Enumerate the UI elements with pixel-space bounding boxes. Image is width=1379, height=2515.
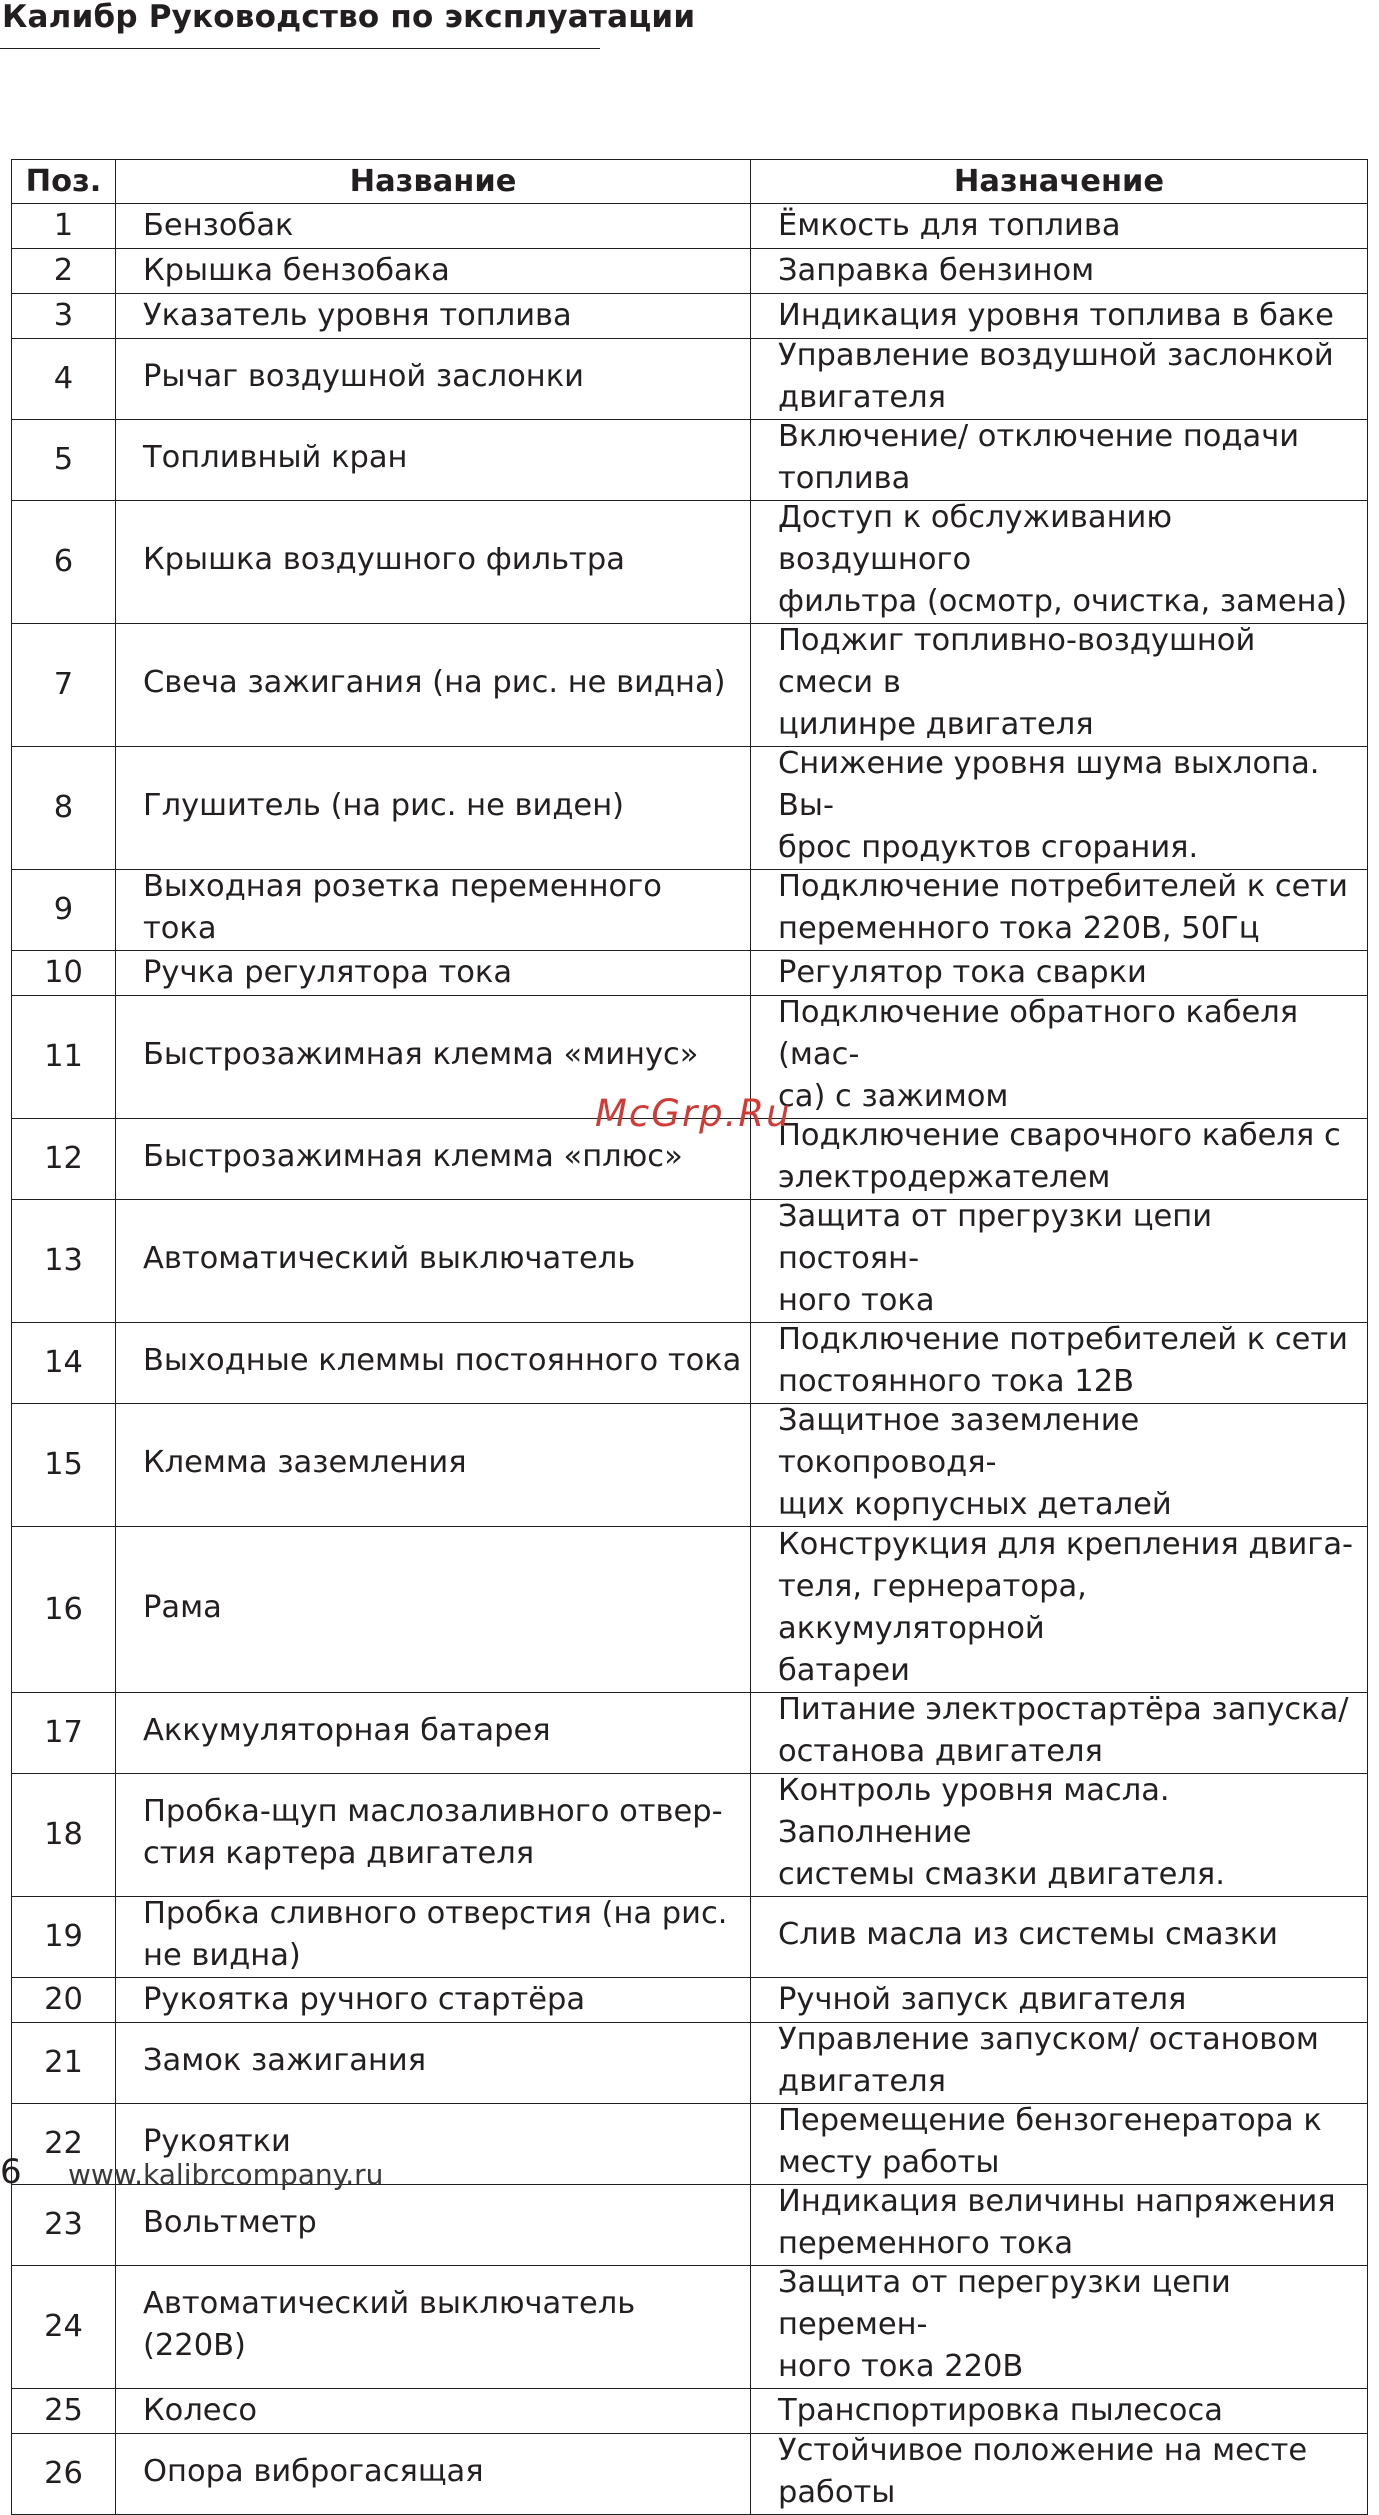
row-purpose-text: Индикация уровня топлива в баке <box>778 298 1334 333</box>
row-name <box>116 1897 751 1978</box>
row-purpose-text: Подключение обратного кабеля (мас- са) с зажимом <box>778 995 1299 1114</box>
row-purpose-text: Защита от прегрузки цепи постоян- ного тока <box>778 1199 1213 1318</box>
row-name-text: Пробка сливного отверстия (на рис. не видна) <box>143 1896 728 1973</box>
row-name-text: Выходная розетка переменного тока <box>143 869 662 946</box>
row-name-text: Клемма заземления <box>143 1445 467 1480</box>
row-purpose-text: Подключение потребителей к сети постоянного тока 12В <box>778 1322 1348 1399</box>
row-name-text: Колесо <box>143 2393 258 2428</box>
row-purpose-text: Снижение уровня шума выхлопа. Вы- брос продуктов сгорания. <box>778 746 1320 865</box>
table-row <box>12 339 1368 420</box>
row-name <box>116 2434 751 2515</box>
row-purpose <box>751 2266 1368 2389</box>
row-name-text: Крышка воздушного фильтра <box>143 542 625 577</box>
row-purpose-text: Индикация величины напряжения переменного тока <box>778 2184 1336 2261</box>
row-pos: 17 <box>12 1693 116 1774</box>
row-pos: 7 <box>12 624 116 747</box>
row-pos: 3 <box>12 294 116 339</box>
row-name <box>116 747 751 870</box>
row-purpose <box>751 747 1368 870</box>
row-purpose-text: Транспортировка пылесоса <box>778 2393 1223 2428</box>
row-purpose-text: Устойчивое положение на месте работы <box>778 2433 1308 2510</box>
row-pos: 5 <box>12 420 116 501</box>
row-name <box>116 2185 751 2266</box>
table-row <box>12 2434 1368 2515</box>
row-purpose <box>751 339 1368 420</box>
row-purpose <box>751 1897 1368 1978</box>
row-name <box>116 2023 751 2104</box>
row-purpose-text: Питание электростартёра запуска/ останова двигателя <box>778 1692 1349 1769</box>
row-pos: 2 <box>12 249 116 294</box>
table-row <box>12 2185 1368 2266</box>
table-row <box>12 1693 1368 1774</box>
row-pos: 11 <box>12 996 116 1119</box>
table-row <box>12 1978 1368 2023</box>
row-purpose-text: Доступ к обслуживанию воздушного фильтра (осмотр, очистка, замена) <box>778 500 1348 619</box>
row-pos: 24 <box>12 2266 116 2389</box>
row-name-text: Рама <box>143 1590 222 1625</box>
row-pos: 21 <box>12 2023 116 2104</box>
row-purpose <box>751 2389 1368 2434</box>
row-purpose <box>751 1693 1368 1774</box>
row-purpose-text: Ручной запуск двигателя <box>778 1982 1187 2017</box>
row-name-text: Выходные клеммы постоянного тока <box>143 1343 742 1378</box>
row-name-text: Автоматический выключатель (220В) <box>143 2286 636 2363</box>
row-name-text: Топливный кран <box>143 440 408 475</box>
row-purpose-text: Контроль уровня масла. Заполнение системы смазки двигателя. <box>778 1773 1225 1892</box>
row-name-text: Быстрозажимная клемма «плюс» <box>143 1139 683 1174</box>
row-name <box>116 951 751 996</box>
row-purpose-text: Поджиг топливно-воздушной смеси в цилинре двигателя <box>778 623 1256 742</box>
table-row <box>12 870 1368 951</box>
row-name-text: Быстрозажимная клемма «минус» <box>143 1037 699 1072</box>
row-name <box>116 204 751 249</box>
table-row <box>12 1404 1368 1527</box>
column-header-purpose: Назначение <box>751 160 1368 204</box>
row-purpose <box>751 204 1368 249</box>
row-name <box>116 420 751 501</box>
row-name-text: Опора виброгасящая <box>143 2454 484 2489</box>
table-row <box>12 249 1368 294</box>
table-row <box>12 951 1368 996</box>
row-purpose-text: Подключение потребителей к сети переменного тока 220В, 50Гц <box>778 869 1348 946</box>
row-name-text: Указатель уровня топлива <box>143 298 572 333</box>
row-name-text: Автоматический выключатель <box>143 1241 636 1276</box>
table-row <box>12 624 1368 747</box>
row-name <box>116 294 751 339</box>
column-header-pos: Поз. <box>12 160 116 204</box>
row-name <box>116 1693 751 1774</box>
table-row <box>12 204 1368 249</box>
row-pos: 25 <box>12 2389 116 2434</box>
row-name-text: Рукоятка ручного стартёра <box>143 1982 586 2017</box>
row-purpose <box>751 951 1368 996</box>
row-pos: 10 <box>12 951 116 996</box>
row-purpose-text: Конструкция для крепления двига- теля, гернератора, аккумуляторной батареи <box>778 1527 1354 1688</box>
row-name-text: Пробка-щуп маслозаливного отвер- стия картера двигателя <box>143 1794 723 1871</box>
row-name <box>116 870 751 951</box>
row-purpose <box>751 870 1368 951</box>
row-pos: 4 <box>12 339 116 420</box>
row-purpose-text: Ёмкость для топлива <box>778 208 1121 243</box>
row-purpose <box>751 249 1368 294</box>
row-purpose <box>751 1978 1368 2023</box>
table-row <box>12 2389 1368 2434</box>
table-row <box>12 1323 1368 1404</box>
row-pos: 9 <box>12 870 116 951</box>
table-row <box>12 1897 1368 1978</box>
row-name-text: Свеча зажигания (на рис. не видна) <box>143 665 726 700</box>
row-purpose <box>751 1323 1368 1404</box>
page-number: 6 <box>0 2152 22 2192</box>
table-header-row <box>12 160 1368 204</box>
row-purpose <box>751 1774 1368 1897</box>
table-row <box>12 294 1368 339</box>
row-name <box>116 1978 751 2023</box>
row-name <box>116 2266 751 2389</box>
row-pos: 20 <box>12 1978 116 2023</box>
row-pos: 13 <box>12 1200 116 1323</box>
row-name <box>116 1200 751 1323</box>
row-purpose <box>751 420 1368 501</box>
row-purpose <box>751 2434 1368 2515</box>
row-name <box>116 249 751 294</box>
table-row <box>12 420 1368 501</box>
row-name-text: Рычаг воздушной заслонки <box>143 359 584 394</box>
row-purpose-text: Подключение сварочного кабеля с электродержателем <box>778 1118 1341 1195</box>
row-pos: 14 <box>12 1323 116 1404</box>
page-header <box>0 0 696 49</box>
row-name-text: Аккумуляторная батарея <box>143 1713 551 1748</box>
row-name <box>116 1323 751 1404</box>
row-purpose <box>751 2023 1368 2104</box>
row-name-text: Бензобак <box>143 208 294 243</box>
row-name <box>116 2389 751 2434</box>
row-name-text: Ручка регулятора тока <box>143 955 513 990</box>
row-purpose <box>751 624 1368 747</box>
row-name <box>116 339 751 420</box>
row-pos: 26 <box>12 2434 116 2515</box>
row-purpose <box>751 501 1368 624</box>
row-pos: 1 <box>12 204 116 249</box>
row-name-text: Крышка бензобака <box>143 253 450 288</box>
row-name <box>116 624 751 747</box>
row-purpose <box>751 2104 1368 2185</box>
footer-url: www.kalibrcompany.ru <box>68 2158 384 2191</box>
header-title: Калибр Руководство по эксплуатации <box>2 0 696 35</box>
row-purpose-text: Управление запуском/ остановом двигателя <box>778 2022 1319 2099</box>
column-header-name: Название <box>116 160 751 204</box>
row-name <box>116 1774 751 1897</box>
row-pos: 15 <box>12 1404 116 1527</box>
row-purpose-text: Регулятор тока сварки <box>778 955 1147 990</box>
table-row <box>12 2266 1368 2389</box>
row-name <box>116 501 751 624</box>
row-pos: 22 <box>12 2104 116 2185</box>
table-row <box>12 2023 1368 2104</box>
row-name <box>116 1527 751 1693</box>
row-purpose <box>751 1200 1368 1323</box>
table-row <box>12 1774 1368 1897</box>
row-pos: 12 <box>12 1119 116 1200</box>
row-purpose-text: Включение/ отключение подачи топлива <box>778 419 1300 496</box>
row-pos: 6 <box>12 501 116 624</box>
row-name-text: Вольтметр <box>143 2205 317 2240</box>
row-purpose-text: Управление воздушной заслонкой двигателя <box>778 338 1334 415</box>
table-row <box>12 747 1368 870</box>
row-purpose-text: Защитное заземление токопроводя- щих корпусных деталей <box>778 1403 1172 1522</box>
row-purpose <box>751 1404 1368 1527</box>
row-name-text: Рукоятки <box>143 2124 291 2159</box>
row-purpose-text: Защита от перегрузки цепи перемен- ного тока 220В <box>778 2265 1231 2384</box>
row-purpose <box>751 294 1368 339</box>
row-purpose <box>751 996 1368 1119</box>
row-name-text: Глушитель (на рис. не виден) <box>143 788 625 823</box>
row-name-text: Замок зажигания <box>143 2043 427 2078</box>
row-purpose-text: Перемещение бензогенератора к месту работы <box>778 2103 1322 2180</box>
table-row <box>12 501 1368 624</box>
table-row <box>12 1200 1368 1323</box>
row-purpose <box>751 1119 1368 1200</box>
watermark: McGrp.Ru <box>595 1092 792 1135</box>
row-purpose <box>751 1527 1368 1693</box>
row-pos: 16 <box>12 1527 116 1693</box>
row-pos: 18 <box>12 1774 116 1897</box>
row-pos: 19 <box>12 1897 116 1978</box>
row-pos: 23 <box>12 2185 116 2266</box>
row-name <box>116 1404 751 1527</box>
row-pos: 8 <box>12 747 116 870</box>
row-purpose-text: Заправка бензином <box>778 253 1095 288</box>
table-row <box>12 1527 1368 1693</box>
row-purpose <box>751 2185 1368 2266</box>
row-purpose-text: Слив масла из системы смазки <box>778 1917 1278 1952</box>
